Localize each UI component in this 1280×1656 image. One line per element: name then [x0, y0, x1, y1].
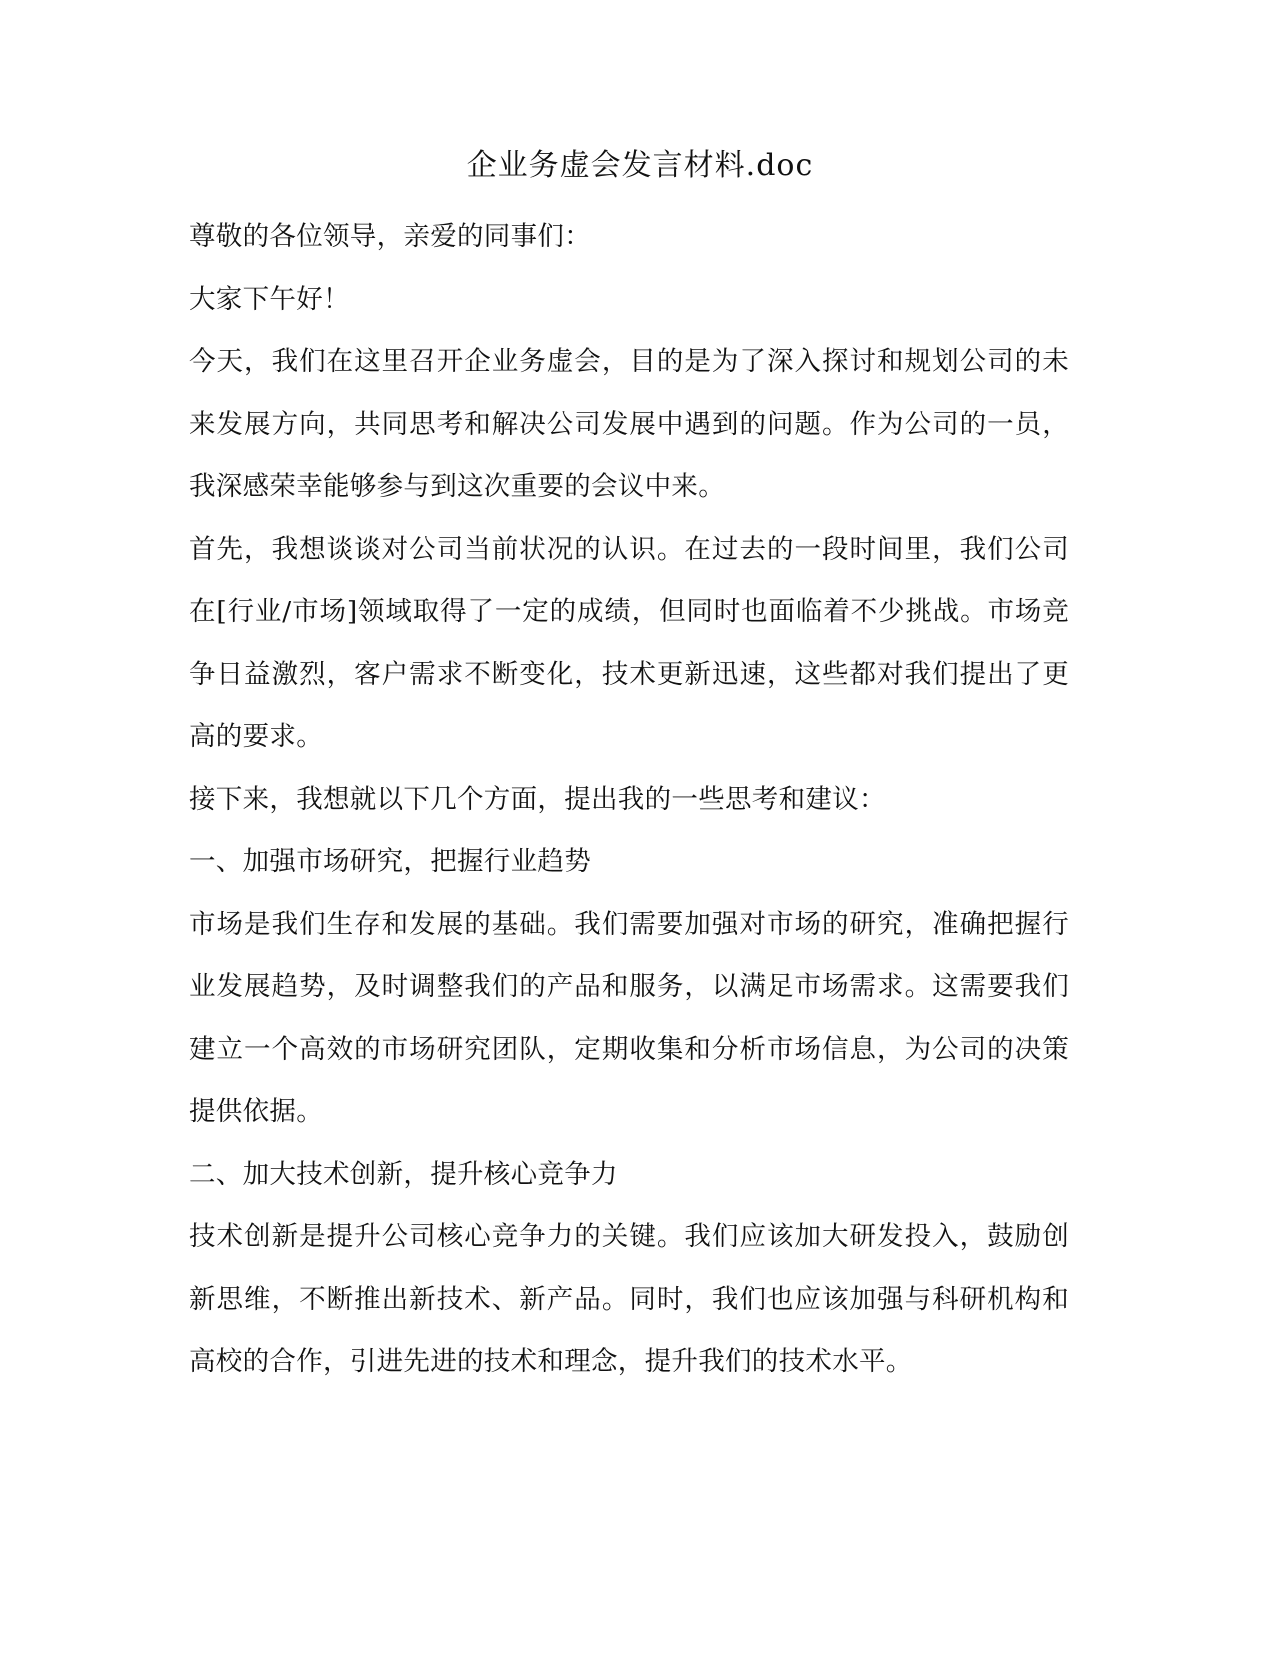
salutation: 大家下午好！ — [189, 283, 350, 315]
greeting: 尊敬的各位领导，亲爱的同事们： — [189, 221, 591, 252]
paragraph-market: 市场是我们生存和发展的基础。我们需要加强对市场的研究，准确把握行业发展趋势，及时调整我们的产品和服务，以满足市场需求。这需要我们建立一个高效的市场研究团队，定期收集和分析市场信息，为公司的决策提供依据。 — [189, 908, 1069, 1127]
paragraph-current-status: 首先，我想谈谈对公司当前状况的认识。在过去的一段时间里，我们公司在[行业/市场]领域取得了一定的成绩，但同时也面临着不少挑战。市场竞争日益激烈，客户需求不断变化，技术更新迅速，这些都对我们提出了更高的要求。 — [189, 533, 1069, 752]
paragraph-technology: 技术创新是提升公司核心竞争力的关键。我们应该加大研发投入，鼓励创新思维，不断推出新技术、新产品。同时，我们也应该加强与科研机构和高校的合作，引进先进的技术和理念，提升我们的技术水平。 — [189, 1221, 1069, 1377]
section-heading-market: 一、加强市场研究，把握行业趋势 — [189, 846, 591, 877]
paragraph-transition: 接下来，我想就以下几个方面，提出我的一些思考和建议： — [189, 783, 886, 815]
section-heading-technology: 二、加大技术创新，提升核心竞争力 — [189, 1158, 618, 1190]
document-title: 企业务虚会发言材料.doc — [466, 148, 814, 183]
paragraph-intro: 今天，我们在这里召开企业务虚会，目的是为了深入探讨和规划公司的未来发展方向，共同思考和解决公司发展中遇到的问题。作为公司的一员，我深感荣幸能够参与到这次重要的会议中来。 — [189, 346, 1069, 502]
document-body — [189, 206, 1069, 1394]
